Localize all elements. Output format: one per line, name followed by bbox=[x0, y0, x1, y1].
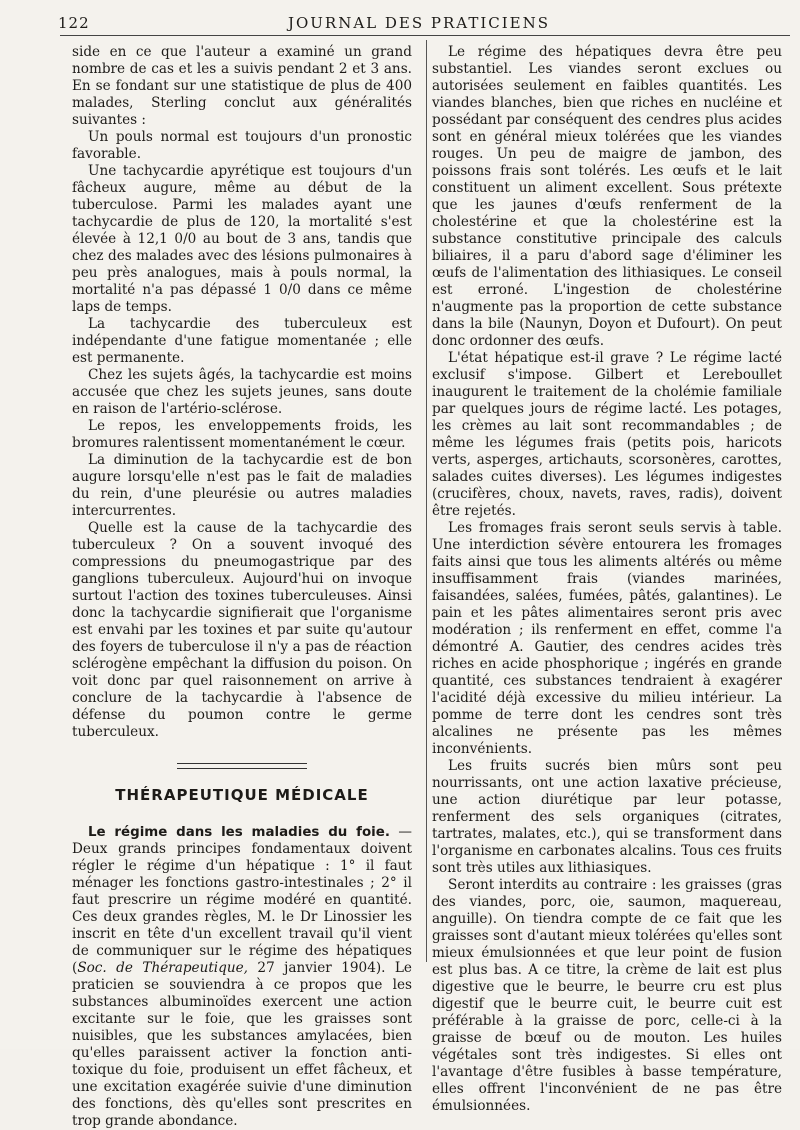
article-paragraph bbox=[72, 824, 412, 1130]
running-title: JOURNAL DES PRATICIENS bbox=[287, 14, 551, 32]
page-header bbox=[50, 12, 788, 34]
section-divider bbox=[177, 763, 307, 769]
article-text: 27 janvier 1904). Le praticien se souviendra à ce propos que les substances albuminoïdes exercent une action excitante sur le foie, que les graisses sont nuisibles, que les substances amylacées, bien qu'elles paraissent activer la fonction anti-toxique du foie, produisent un effet fâcheux, et une excitation exagérée suivie d'une diminution des fonctions, dès qu'elles sont prescrites en trop grande abondance. bbox=[72, 960, 412, 1129]
paragraph: Le régime des hépatiques devra être peu substantiel. Les viandes seront exclues ou autorisées seulement en faibles quantités. Les viandes blanches, bien que riches en nucléine et possédant par conséquent des cendres plus acides sont en général mieux tolérées que les viandes rouges. Un peu de maigre de jambon, des poissons frais sont tolérés. Les œufs et le lait constituent un aliment excellent. Sous prétexte que les jaunes d'œufs renferment de la cholestérine et que la cholestérine est la substance constitutive principale des calculs biliaires, il a paru d'abord sage d'éliminer les œufs de l'alimentation des lithiasiques. Le conseil est erroné. L'ingestion de cholestérine n'augmente pas la proportion de cette substance dans la bile (Naunyn, Doyon et Dufourt). On peut donc ordonner des œufs. bbox=[432, 44, 782, 349]
paragraph: L'état hépatique est-il grave ? Le régime lacté exclusif s'impose. Gilbert et Lereboullet inaugurent le traitement de la cholémie familiale par quelques jours de régime lacté. Les potages, les crèmes au lait sont recommandables ; de même les légumes frais (petits pois, haricots verts, asperges, artichauts, scorsonères, carottes, salades cuites diverses). Les légumes indigestes (crucifères, choux, navets, raves, radis), doivent être rejetés. bbox=[432, 350, 782, 519]
column-divider bbox=[426, 40, 427, 962]
paragraph: Les fromages frais seront seuls servis à table. Une interdiction sévère entourera les fromages faits ainsi que tous les aliments altérés ou même insuffisamment frais (viandes marinées, faisandées, salées, fumées, pâtés, galantines). Le pain et les pâtes alimentaires seront pris avec modération ; ils renferment en effet, comme l'a démontré A. Gautier, des cendres acides très riches en acide phosphorique ; ingérés en grande quantité, ces substances tendraient à exagérer l'acidité déjà excessive du milieu intérieur. La pomme de terre dont les cendres sont très alcalines ne présente pas les mêmes inconvénients. bbox=[432, 520, 782, 757]
paragraph: Une tachycardie apyrétique est toujours d'un fâcheux augure, même au début de la tuberculose. Parmi les malades ayant une tachycardie de plus de 120, la mortalité s'est élevée à 12,1 0/0 au bout de 3 ans, tandis que chez des malades avec des lésions pulmonaires à peu près analogues, mais à pouls normal, la mortalité n'a pas dépassé 1 0/0 dans ce même laps de temps. bbox=[72, 163, 412, 315]
paragraph: La diminution de la tachycardie est de bon augure lorsqu'elle n'est pas le fait de maladies du rein, d'une pleurésie ou autres maladies intercurrentes. bbox=[72, 452, 412, 519]
left-column bbox=[72, 44, 412, 1130]
paragraph: side en ce que l'auteur a examiné un grand nombre de cas et les a suivis pendant 2 et 3 ans. En se fondant sur une statistique de plus de 400 malades, Sterling conclut aux généralités suivantes : bbox=[72, 44, 412, 128]
paragraph: Un pouls normal est toujours d'un pronostic favorable. bbox=[72, 129, 412, 162]
paragraph: Seront interdits au contraire : les graisses (gras des viandes, porc, oie, saumon, maquereau, anguille). On tiendra compte de ce fait que les graisses sont d'autant mieux tolérées qu'elles sont mieux émulsionnées et que leur point de fusion est plus bas. A ce titre, la crème de lait est plus digestive que le beurre, le beurre cru est plus digestif que le beurre cuit, le beurre cuit est préférable à la graisse de porc, celle-ci à la graisse de bœuf ou de mouton. Les huiles végétales sont très indigestes. Si elles ont l'avantage d'être fusibles à basse température, elles offrent l'inconvénient de ne pas être émulsionnées. bbox=[432, 877, 782, 1114]
paragraph: Chez les sujets âgés, la tachycardie est moins accusée que chez les sujets jeunes, sans doute en raison de l'artério-sclérose. bbox=[72, 367, 412, 417]
section-title: THÉRAPEUTIQUE MÉDICALE bbox=[115, 786, 369, 804]
paragraph: La tachycardie des tuberculeux est indépendante d'une fatigue momentanée ; elle est permanente. bbox=[72, 316, 412, 366]
article-reference: Soc. de Thérapeutique, bbox=[77, 960, 248, 976]
page-number: 122 bbox=[58, 14, 90, 32]
paragraph: Le repos, les enveloppements froids, les bromures ralentissent momentanément le cœur. bbox=[72, 418, 412, 451]
right-column bbox=[432, 44, 782, 1115]
paragraph: Quelle est la cause de la tachycardie des tuberculeux ? On a souvent invoqué des compressions du pneumogastrique par des ganglions tuberculeux. Aujourd'hui on invoque surtout l'action des toxines tuberculeuses. Ainsi donc la tachycardie signifierait que l'organisme est envahi par les toxines et par suite qu'autour des foyers de tuberculose il n'y a pas de réaction sclérogène empêchant la diffusion du poison. On voit donc par quel raisonnement on arrive à conclure de la tachycardie à l'absence de défense du poumon contre le germe tuberculeux. bbox=[72, 520, 412, 740]
article-text: — Deux grands principes fondamentaux doivent régler le régime d'un hépatique : 1° il faut ménager les fonctions gastro-intestinales ; 2° il faut prescrire un régime modéré en quantité. Ces deux grandes règles, M. le Dr Linossier les inscrit en tête d'un excellent travail qu'il vient de communiquer sur le régime des hépatiques ( bbox=[72, 824, 412, 976]
header-rule bbox=[60, 35, 790, 36]
article-title: Le régime dans les maladies du foie. bbox=[88, 825, 390, 840]
paragraph: Les fruits sucrés bien mûrs sont peu nourrissants, ont une action laxative précieuse, une action diurétique par leur potasse, renferment des sels organiques (citrates, tartrates, malates, etc.), qui se transforment dans l'organisme en carbonates alcalins. Tous ces fruits sont très utiles aux lithiasiques. bbox=[432, 758, 782, 876]
